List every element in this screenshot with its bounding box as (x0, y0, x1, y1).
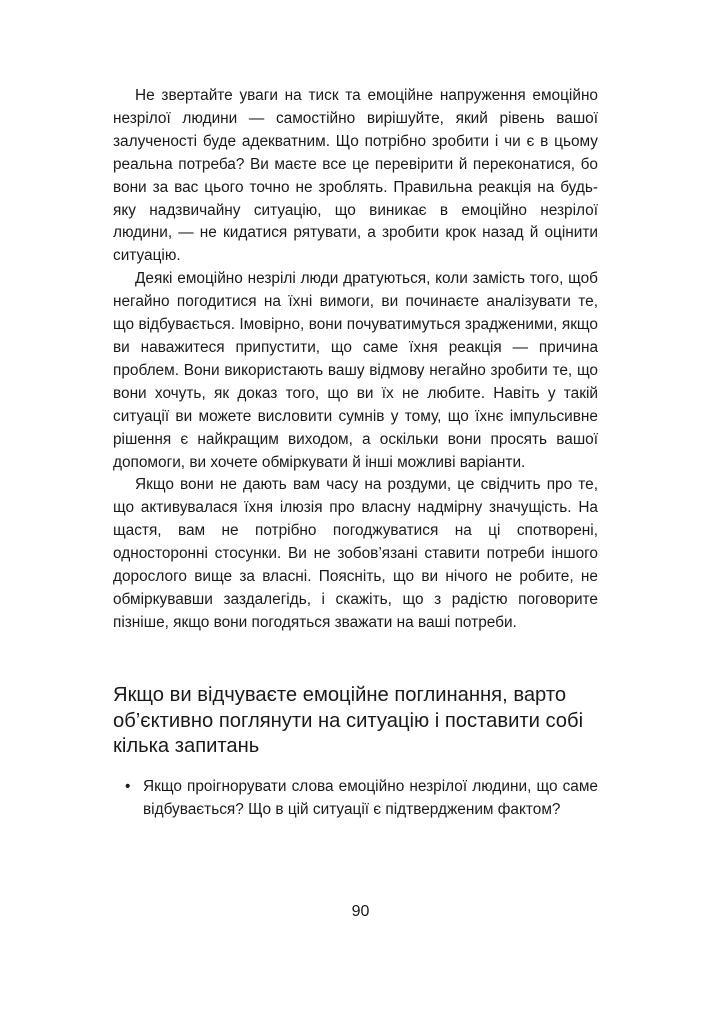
page-body (113, 85, 598, 818)
paragraph-3: Якщо вони не дають вам часу на роздуми, це свідчить про те, що активувалася їхня ілюзія про власну надмірну значущість. На щастя, вам не потрібно погоджуватися на ці спотворені, односторонні стосунки. Ви не зобов’язані ставити потреби іншого дорослого вище за власні. Поясніть, що ви нічого не робите, не обміркувавши заздалегідь, і скажіть, що з радістю поговорите пізніше, якщо вони погодяться зважати на ваші потреби. (113, 476, 598, 631)
paragraph-1: Не звертайте уваги на тиск та емоційне напруження емоційно незрілої людини — самостійно вирішуйте, який рівень вашої залученості буде адекватним. Що потрібно зробити і чи є в цьому реальна потреба? Ви маєте все це перевірити й переконатися, бо вони за вас цього точно не зроблять. Правильна реакція на будь-яку надзвичайну ситуацію, що виникає в емоційно незрілої людини, — не кидатися рятувати, а зробити крок назад й оцінити ситуацію. (113, 87, 598, 265)
list-item (113, 775, 598, 821)
section-heading: Якщо ви відчуваєте емоційне поглинання, варто об’єктивно поглянути на ситуацію і поставити собі кілька запитань (113, 684, 584, 757)
paragraph-2: Деякі емоційно незрілі люди дратуються, коли замість того, щоб негайно погодитися на їхні вимоги, ви починаєте аналізувати те, що відбувається. Імовірно, вони почуватимуться зрадженими, якщо ви наважитеся припустити, що саме їхня реакція — причина проблем. Вони використають вашу відмову негайно зробити те, що вони хочуть, як доказ того, що ви їх не любите. Навіть у такій ситуації ви можете висловити сумнів у тому, що їхнє імпульсивне рішення є найкращим виходом, а оскільки вони просять вашої допомоги, ви хочете обміркувати й інші можливі варіанти. (113, 270, 598, 471)
bullet-icon: • (125, 778, 131, 795)
question-list (113, 775, 598, 821)
list-item-text: Якщо проігнорувати слова емоційно незрілої людини, що саме відбувається? Що в цій ситуації є підтвердженим фактом? (143, 778, 598, 818)
page-number: 90 (351, 903, 370, 920)
